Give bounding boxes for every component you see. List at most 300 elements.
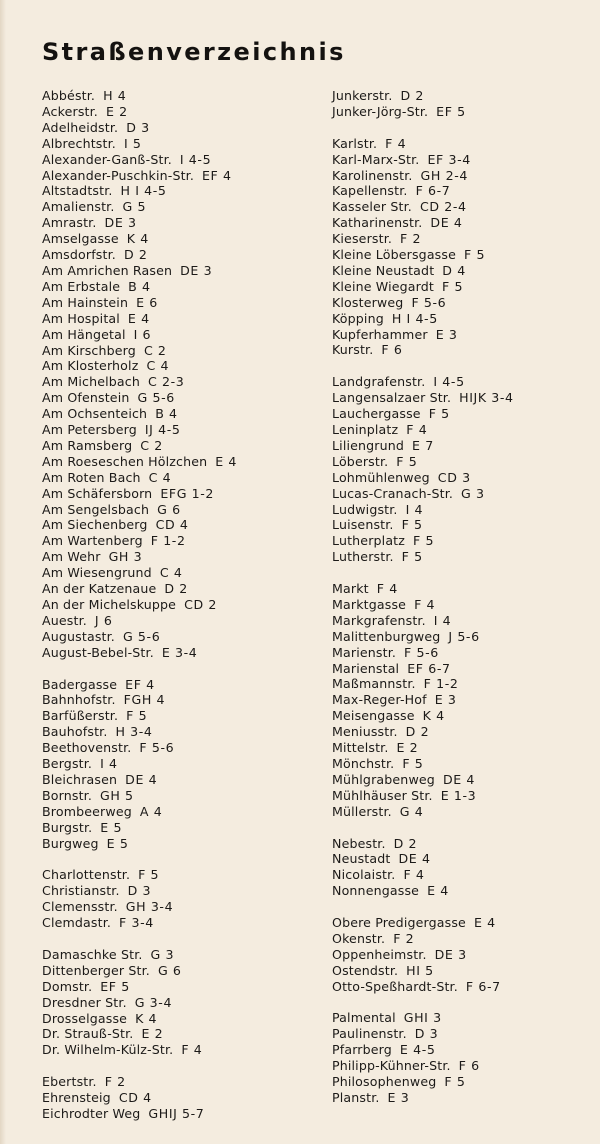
grid-reference: FGH 4 [123, 692, 166, 708]
street-entry [42, 995, 312, 1011]
street-name: Burgstr. [42, 819, 93, 835]
grid-reference: F 6 [381, 342, 403, 358]
street-name: Karolinenstr. [332, 167, 413, 183]
street-entry [42, 645, 312, 661]
grid-reference: C 2 [143, 342, 167, 358]
grid-reference: J 5-6 [448, 628, 480, 644]
grid-reference: I 4 [405, 501, 424, 517]
street-name: Meisengasse [332, 708, 415, 724]
street-entry [42, 279, 312, 295]
street-name: Markgrafenstr. [332, 612, 426, 628]
street-name: Junkerstr. [332, 88, 393, 103]
street-entry [42, 772, 312, 788]
street-entry [332, 374, 594, 390]
street-name: Barfüßerstr. [42, 708, 119, 724]
street-entry [42, 820, 312, 836]
grid-reference: F 5 [396, 453, 418, 469]
street-entry [42, 1011, 312, 1027]
street-entry [42, 311, 312, 327]
grid-reference: D 3 [414, 1026, 439, 1042]
grid-reference: CD 2 [184, 597, 217, 612]
street-entry [42, 438, 312, 454]
grid-reference: EF 5 [100, 978, 130, 994]
grid-reference: IJ 4-5 [144, 422, 181, 438]
street-entry [332, 661, 594, 677]
street-entry [332, 613, 594, 629]
street-name: Altstadtstr. [42, 183, 113, 199]
street-name: Eichrodter Weg [42, 1105, 141, 1121]
street-entry [332, 311, 594, 327]
street-name: Kapellenstr. [332, 183, 408, 199]
street-name: Ludwigstr. [332, 501, 398, 517]
street-name: Dr. Strauß-Str. [42, 1026, 134, 1042]
grid-reference: E 3 [387, 1090, 410, 1105]
grid-reference: F 4 [181, 1042, 203, 1058]
letter-group [332, 374, 594, 565]
grid-reference: F 1-2 [423, 676, 459, 692]
street-entry [332, 199, 594, 215]
street-entry [332, 740, 594, 756]
grid-reference: C 2-3 [147, 374, 185, 390]
street-name: Max-Reger-Hof [332, 692, 427, 708]
street-name: Clemensstr. [42, 899, 118, 915]
street-name: Kleine Neustadt [332, 262, 435, 278]
street-entry [42, 1074, 312, 1090]
street-entry [332, 645, 594, 661]
street-entry [332, 836, 594, 852]
street-name: Alexander-Puschkin-Str. [42, 167, 194, 183]
street-entry [42, 613, 312, 629]
grid-reference: GH 2-4 [420, 167, 468, 183]
street-name: Am Hainstein [42, 294, 129, 310]
street-name: Beethovenstr. [42, 740, 132, 756]
street-entry [332, 183, 594, 199]
street-entry [332, 915, 594, 931]
street-entry [332, 342, 594, 358]
street-entry [332, 502, 594, 518]
letter-group [332, 1010, 594, 1105]
grid-reference: D 2 [393, 835, 418, 851]
grid-reference: E 2 [105, 103, 128, 119]
street-entry [42, 517, 312, 533]
grid-reference: F 4 [376, 581, 398, 597]
street-entry [332, 708, 594, 724]
grid-reference: DE 4 [125, 771, 158, 787]
street-name: Nicolaistr. [332, 867, 396, 883]
grid-reference: B 4 [128, 278, 151, 294]
street-name: Ehrensteig [42, 1090, 111, 1106]
street-entry [42, 899, 312, 915]
page-title: Straßenverzeichnis [42, 38, 346, 66]
grid-reference: DE 4 [430, 215, 463, 231]
grid-reference: F 5 [402, 756, 424, 772]
street-name: Pfarrberg [332, 1042, 392, 1058]
street-entry [332, 947, 594, 963]
grid-reference: K 4 [135, 1010, 158, 1026]
grid-reference: D 2 [164, 581, 188, 597]
grid-reference: EF 5 [436, 103, 466, 119]
street-name: Am Amrichen Rasen [42, 262, 173, 278]
street-name: Domstr. [42, 978, 93, 994]
grid-reference: F 2 [400, 231, 422, 247]
grid-reference: E 4 [473, 915, 496, 931]
street-name: Karlstr. [332, 135, 378, 151]
street-entry [332, 979, 594, 995]
street-name: Kleine Löbersgasse [332, 247, 457, 263]
grid-reference: F 6-7 [465, 978, 501, 994]
grid-reference: G 3 [150, 946, 175, 962]
grid-reference: GHIJ 5-7 [148, 1105, 205, 1121]
grid-reference: DE 3 [104, 215, 137, 231]
street-name: An der Katzenaue [42, 581, 157, 597]
letter-group [42, 947, 312, 1058]
street-name: Kieserstr. [332, 231, 393, 247]
street-name: Drosselgasse [42, 1010, 128, 1026]
street-entry [42, 963, 312, 979]
street-name: Philipp-Kühner-Str. [332, 1058, 451, 1074]
grid-reference: H I 4-5 [391, 310, 438, 326]
street-entry [332, 247, 594, 263]
street-entry [42, 88, 312, 104]
grid-reference: D 3 [126, 119, 150, 135]
street-entry [42, 168, 312, 184]
street-name: Albrechtstr. [42, 135, 116, 151]
street-entry [332, 581, 594, 597]
street-name: Am Kirschberg [42, 342, 136, 358]
grid-reference: E 4-5 [399, 1042, 436, 1058]
grid-reference: E 2 [396, 740, 419, 756]
street-name: Am Erbstale [42, 278, 121, 294]
street-name: Markt [332, 581, 369, 597]
street-entry [332, 1042, 594, 1058]
grid-reference: GH 3-4 [125, 899, 174, 915]
street-entry [42, 1090, 312, 1106]
street-name: Augustastr. [42, 628, 115, 644]
street-entry [332, 470, 594, 486]
grid-reference: CD 4 [155, 517, 189, 533]
street-entry [42, 788, 312, 804]
street-name: Am Roten Bach [42, 469, 141, 485]
street-entry [332, 295, 594, 311]
street-name: Karl-Marx-Str. [332, 151, 420, 167]
grid-reference: F 1-2 [150, 533, 186, 549]
street-entry [42, 692, 312, 708]
grid-reference: CD 4 [118, 1090, 152, 1106]
street-entry [332, 406, 594, 422]
street-entry [332, 533, 594, 549]
street-name: Am Hospital [42, 310, 120, 326]
street-list-right-column [332, 88, 594, 1122]
grid-reference: EF 6-7 [407, 660, 451, 676]
grid-reference: GH 3 [108, 549, 143, 565]
street-name: Lucas-Cranach-Str. [332, 485, 454, 501]
grid-reference: EF 4 [125, 676, 155, 692]
grid-reference: D 2 [123, 247, 148, 263]
street-entry [332, 1090, 594, 1106]
letter-group [42, 1074, 312, 1122]
grid-reference: E 5 [100, 819, 123, 835]
grid-reference: C 4 [146, 358, 170, 374]
street-name: Okenstr. [332, 930, 386, 946]
street-name: Philosophenweg [332, 1074, 437, 1090]
grid-reference: G 5-6 [122, 628, 161, 644]
street-entry [42, 215, 312, 231]
street-name: Meniusstr. [332, 724, 398, 740]
grid-reference: E 3 [434, 692, 457, 708]
grid-reference: E 2 [141, 1026, 164, 1042]
street-name: Bauhofstr. [42, 724, 108, 740]
street-entry [332, 215, 594, 231]
street-entry [42, 883, 312, 899]
grid-reference: G 5-6 [137, 390, 175, 406]
street-entry [332, 788, 594, 804]
street-entry [42, 231, 312, 247]
street-name: Müllerstr. [332, 803, 392, 819]
street-entry [332, 549, 594, 565]
street-entry [332, 486, 594, 502]
street-entry [332, 804, 594, 820]
street-name: An der Michelskuppe [42, 597, 177, 612]
street-name: Am Siechenberg [42, 517, 148, 533]
grid-reference: HIJK 3-4 [459, 390, 514, 406]
grid-reference: H 4 [103, 88, 127, 103]
grid-reference: E 4 [215, 453, 238, 469]
grid-reference: F 6 [458, 1058, 480, 1074]
street-name: Leninplatz [332, 422, 399, 437]
letter-group [332, 136, 594, 359]
street-entry [42, 486, 312, 502]
street-name: Paulinenstr. [332, 1026, 407, 1042]
street-entry [42, 199, 312, 215]
letter-group [332, 915, 594, 995]
grid-reference: F 5 [442, 278, 464, 294]
street-name: Am Ochsenteich [42, 406, 148, 422]
street-entry [42, 454, 312, 470]
street-name: Badergasse [42, 676, 118, 692]
street-entry [42, 470, 312, 486]
grid-reference: F 4 [385, 135, 407, 151]
street-entry [42, 947, 312, 963]
street-name: Amsdorfstr. [42, 247, 116, 263]
grid-reference: H I 4-5 [120, 183, 167, 199]
street-entry [42, 104, 312, 120]
grid-reference: K 4 [422, 708, 445, 724]
street-name: Abbéstr. [42, 88, 96, 103]
grid-reference: C 4 [148, 469, 172, 485]
grid-reference: GHI 3 [403, 1010, 442, 1026]
letter-group [42, 677, 312, 852]
grid-reference: F 5 [138, 867, 160, 883]
street-name: Amselgasse [42, 231, 119, 247]
street-entry [332, 168, 594, 184]
street-name: Marienstr. [332, 644, 397, 660]
street-name: Ostendstr. [332, 962, 399, 978]
street-entry [332, 279, 594, 295]
letter-group [42, 88, 312, 661]
street-name: Ackerstr. [42, 103, 98, 119]
street-name: Dittenberger Str. [42, 962, 150, 978]
grid-reference: D 2 [405, 724, 430, 740]
grid-reference: I 4-5 [179, 151, 212, 167]
grid-reference: G 6 [157, 962, 182, 978]
street-name: Obere Predigergasse [332, 915, 466, 931]
letter-group [332, 581, 594, 820]
street-name: August-Bebel-Str. [42, 644, 154, 660]
street-entry [332, 1010, 594, 1026]
street-name: Am Ramsberg [42, 437, 133, 453]
street-entry [332, 851, 594, 867]
grid-reference: F 5 [413, 533, 435, 549]
street-entry [42, 629, 312, 645]
grid-reference: J 6 [94, 612, 113, 628]
street-name: Köpping [332, 310, 384, 326]
street-name: Am Wartenberg [42, 533, 143, 549]
street-name: Mühlgrabenweg [332, 771, 435, 787]
street-entry [332, 1074, 594, 1090]
grid-reference: F 2 [104, 1074, 126, 1090]
street-name: Clemdastr. [42, 915, 112, 931]
street-name: Marktgasse [332, 596, 407, 612]
street-entry [42, 152, 312, 168]
street-name: Nonnengasse [332, 883, 420, 899]
street-name: Auestr. [42, 612, 87, 628]
letter-group [42, 867, 312, 931]
grid-reference: F 5-6 [411, 294, 447, 310]
grid-reference: E 3-4 [161, 644, 198, 660]
street-entry [42, 708, 312, 724]
grid-reference: F 4 [406, 422, 428, 437]
street-entry [42, 1026, 312, 1042]
grid-reference: D 2 [400, 88, 424, 103]
street-entry [332, 867, 594, 883]
street-name: Dresdner Str. [42, 994, 127, 1010]
street-name: Brombeerweg [42, 803, 132, 819]
grid-reference: C 2 [140, 437, 163, 453]
grid-reference: G 3 [461, 485, 485, 501]
street-name: Am Petersberg [42, 422, 137, 438]
street-entry [42, 390, 312, 406]
street-name: Marienstal [332, 660, 400, 676]
grid-reference: DE 4 [398, 851, 431, 867]
street-name: Kasseler Str. [332, 199, 412, 215]
grid-reference: DE 3 [180, 262, 213, 278]
street-name: Burgweg [42, 835, 99, 851]
grid-reference: EFG 1-2 [160, 485, 215, 501]
street-entry [332, 629, 594, 645]
street-name: Mittelstr. [332, 740, 389, 756]
grid-reference: E 1-3 [440, 787, 477, 803]
grid-reference: H 3-4 [115, 724, 153, 740]
street-entry [42, 1042, 312, 1058]
street-entry [42, 502, 312, 518]
street-name: Mühlhäuser Str. [332, 787, 433, 803]
grid-reference: I 5 [123, 135, 142, 151]
grid-reference: F 5-6 [139, 740, 175, 756]
street-entry [42, 836, 312, 852]
street-name: Am Wehr [42, 549, 101, 565]
grid-reference: F 5 [428, 406, 450, 422]
street-name: Am Sengelsbach [42, 501, 150, 517]
street-entry [332, 597, 594, 613]
street-name: Landgrafenstr. [332, 374, 426, 390]
street-entry [332, 963, 594, 979]
street-name: Oppenheimstr. [332, 946, 427, 962]
grid-reference: F 4 [414, 596, 436, 612]
street-entry [332, 1058, 594, 1074]
grid-reference: F 4 [403, 867, 425, 883]
grid-reference: F 5 [464, 247, 486, 263]
street-entry [42, 740, 312, 756]
street-name: Luisenstr. [332, 517, 394, 533]
street-name: Bleichrasen [42, 771, 118, 787]
street-name: Katharinenstr. [332, 215, 423, 231]
street-name: Klosterweg [332, 294, 404, 310]
street-name: Junker-Jörg-Str. [332, 103, 429, 119]
street-name: Dr. Wilhelm-Külz-Str. [42, 1042, 174, 1058]
street-entry [42, 533, 312, 549]
street-name: Am Klosterholz [42, 358, 139, 374]
street-name: Christianstr. [42, 883, 120, 899]
page-edge-shadow [0, 0, 6, 1144]
grid-reference: D 3 [127, 883, 152, 899]
street-entry [332, 136, 594, 152]
grid-reference: G 3-4 [134, 994, 173, 1010]
grid-reference: D 4 [442, 262, 466, 278]
grid-reference: E 6 [136, 294, 158, 310]
street-entry [42, 295, 312, 311]
street-name: Amrastr. [42, 215, 97, 231]
street-entry [42, 343, 312, 359]
grid-reference: CD 3 [437, 469, 471, 485]
grid-reference: E 4 [427, 883, 449, 899]
street-list-left-column [42, 88, 312, 1138]
street-name: Ebertstr. [42, 1074, 97, 1090]
street-name: Maßmannstr. [332, 676, 416, 692]
street-entry [42, 979, 312, 995]
grid-reference: F 5 [444, 1074, 466, 1090]
street-name: Amalienstr. [42, 199, 115, 215]
street-entry [42, 804, 312, 820]
street-entry [42, 756, 312, 772]
street-entry [332, 883, 594, 899]
street-entry [332, 152, 594, 168]
street-name: Am Ofenstein [42, 390, 130, 406]
street-name: Kurstr. [332, 342, 374, 358]
grid-reference: K 4 [126, 231, 149, 247]
street-entry [42, 915, 312, 931]
letter-group [332, 836, 594, 900]
street-name: Palmental [332, 1010, 396, 1026]
street-name: Alexander-Ganß-Str. [42, 151, 172, 167]
street-entry [42, 120, 312, 136]
grid-reference: DE 4 [442, 771, 476, 787]
street-name: Malittenburgweg [332, 628, 441, 644]
street-entry [332, 676, 594, 692]
grid-reference: I 4 [100, 756, 118, 772]
street-entry [332, 231, 594, 247]
letter-group [332, 88, 594, 120]
street-entry [332, 931, 594, 947]
street-entry [332, 756, 594, 772]
street-entry [42, 358, 312, 374]
street-entry [332, 1026, 594, 1042]
street-entry [332, 438, 594, 454]
street-entry [42, 374, 312, 390]
street-name: Nebestr. [332, 835, 386, 851]
grid-reference: F 3-4 [119, 915, 154, 931]
street-entry [42, 136, 312, 152]
street-entry [42, 677, 312, 693]
